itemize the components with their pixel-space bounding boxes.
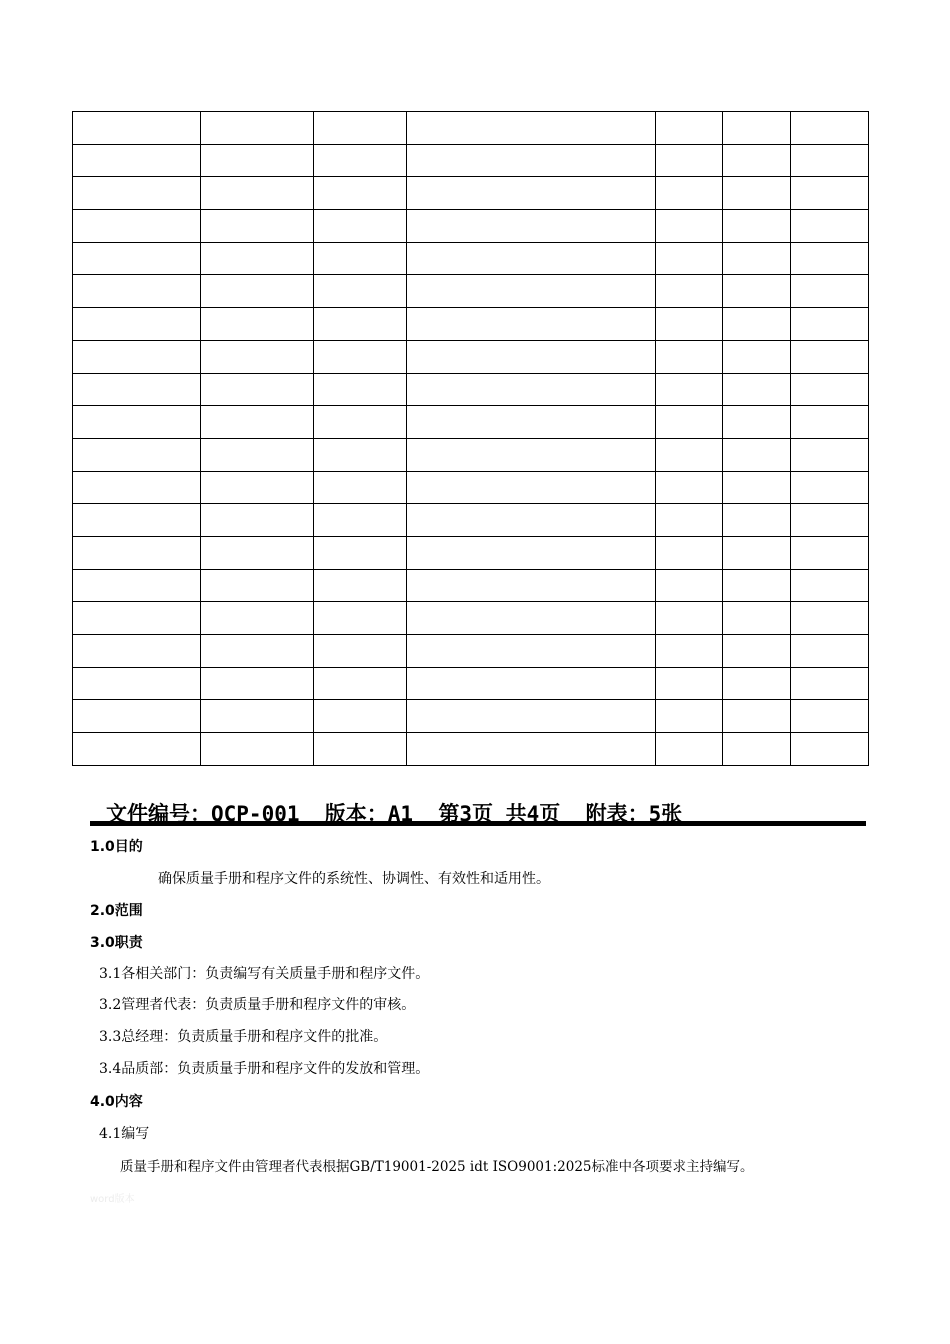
table-cell (723, 733, 791, 766)
table-row (73, 112, 869, 145)
table-cell (314, 536, 407, 569)
section-3-1: 3.1各相关部门：负责编写有关质量手册和程序文件。 (99, 966, 430, 982)
table-cell (407, 308, 656, 341)
table-cell (723, 471, 791, 504)
table-cell (73, 635, 201, 668)
table-cell (73, 700, 201, 733)
table-cell (73, 733, 201, 766)
table-row (73, 569, 869, 602)
table-cell (656, 438, 723, 471)
table-cell (201, 373, 314, 406)
table-cell (314, 700, 407, 733)
table-cell (656, 242, 723, 275)
table-cell (407, 406, 656, 439)
table-cell (201, 340, 314, 373)
table-cell (73, 471, 201, 504)
table-cell (656, 667, 723, 700)
table-row (73, 275, 869, 308)
section-3-4: 3.4品质部：负责质量手册和程序文件的发放和管理。 (99, 1061, 430, 1077)
table-body (73, 112, 869, 766)
table-row (73, 667, 869, 700)
table-cell (73, 667, 201, 700)
table-cell (201, 406, 314, 439)
table-cell (791, 438, 869, 471)
table-cell (656, 700, 723, 733)
table-row (73, 536, 869, 569)
table-cell (201, 536, 314, 569)
table-cell (73, 438, 201, 471)
table-cell (656, 635, 723, 668)
table-cell (656, 275, 723, 308)
table-cell (407, 569, 656, 602)
table-row (73, 602, 869, 635)
table-cell (791, 635, 869, 668)
table-cell (656, 144, 723, 177)
table-cell (407, 275, 656, 308)
table-cell (314, 406, 407, 439)
table-cell (201, 438, 314, 471)
table-cell (73, 177, 201, 210)
table-cell (656, 373, 723, 406)
table-cell (314, 340, 407, 373)
table-cell (407, 373, 656, 406)
table-cell (656, 602, 723, 635)
table-cell (407, 177, 656, 210)
table-cell (407, 667, 656, 700)
table-cell (201, 471, 314, 504)
table-cell (201, 569, 314, 602)
table-cell (314, 373, 407, 406)
table-row (73, 144, 869, 177)
table-cell (73, 112, 201, 145)
section-4-title: 4.0内容 (90, 1094, 143, 1110)
table-cell (791, 242, 869, 275)
table-cell (656, 569, 723, 602)
table-cell (314, 471, 407, 504)
table-cell (723, 504, 791, 537)
table-cell (791, 569, 869, 602)
table-cell (656, 504, 723, 537)
table-cell (407, 536, 656, 569)
table-cell (791, 733, 869, 766)
watermark: word版本 (90, 1194, 135, 1205)
table-cell (723, 373, 791, 406)
table-cell (723, 406, 791, 439)
table-row (73, 340, 869, 373)
table-cell (791, 308, 869, 341)
document-header-bar (90, 796, 866, 826)
table-cell (407, 733, 656, 766)
table-cell (656, 177, 723, 210)
table-cell (73, 373, 201, 406)
table-row (73, 210, 869, 243)
section-4-1-text: 质量手册和程序文件由管理者代表根据GB/T19001-2025 idt ISO9001:2025标准中各项要求主持编写。 (120, 1159, 754, 1175)
table-cell (791, 536, 869, 569)
table-cell (314, 210, 407, 243)
table-cell (407, 504, 656, 537)
table-cell (314, 667, 407, 700)
table-cell (201, 177, 314, 210)
table-cell (791, 144, 869, 177)
table-row (73, 406, 869, 439)
section-3-2: 3.2管理者代表：负责质量手册和程序文件的审核。 (99, 997, 416, 1013)
table-cell (791, 210, 869, 243)
blank-record-table (72, 111, 869, 766)
table-cell (723, 210, 791, 243)
table-cell (723, 536, 791, 569)
section-1-title: 1.0目的 (90, 839, 143, 855)
table-cell (791, 700, 869, 733)
table-cell (314, 504, 407, 537)
table-cell (656, 471, 723, 504)
section-2-title: 2.0范围 (90, 903, 143, 919)
table-cell (407, 112, 656, 145)
table-cell (201, 144, 314, 177)
table-cell (723, 144, 791, 177)
table-row (73, 177, 869, 210)
table-cell (407, 635, 656, 668)
table-row (73, 471, 869, 504)
table-cell (201, 602, 314, 635)
table-row (73, 242, 869, 275)
table-cell (201, 667, 314, 700)
table-cell (723, 602, 791, 635)
table-cell (723, 438, 791, 471)
table-cell (201, 275, 314, 308)
table-cell (73, 275, 201, 308)
table-cell (791, 471, 869, 504)
table-cell (314, 635, 407, 668)
table-cell (407, 210, 656, 243)
table-cell (314, 112, 407, 145)
table-cell (723, 112, 791, 145)
table-cell (656, 536, 723, 569)
table-cell (791, 602, 869, 635)
table-cell (201, 504, 314, 537)
table-cell (314, 438, 407, 471)
table-cell (73, 504, 201, 537)
table-cell (314, 242, 407, 275)
table-cell (201, 635, 314, 668)
table-cell (656, 733, 723, 766)
table-cell (723, 635, 791, 668)
table-cell (407, 242, 656, 275)
table-cell (314, 308, 407, 341)
table-cell (73, 602, 201, 635)
table-cell (791, 275, 869, 308)
table-cell (791, 667, 869, 700)
table-cell (73, 536, 201, 569)
table-row (73, 700, 869, 733)
table-cell (201, 733, 314, 766)
table-cell (723, 569, 791, 602)
table-cell (407, 471, 656, 504)
table-row (73, 373, 869, 406)
table-cell (656, 340, 723, 373)
section-1-text: 确保质量手册和程序文件的系统性、协调性、有效性和适用性。 (158, 871, 550, 887)
table-cell (73, 210, 201, 243)
table-cell (656, 308, 723, 341)
table-row (73, 635, 869, 668)
table-cell (407, 144, 656, 177)
table-cell (791, 373, 869, 406)
table-cell (723, 275, 791, 308)
table-cell (73, 144, 201, 177)
table-cell (407, 700, 656, 733)
table-row (73, 308, 869, 341)
table-cell (314, 144, 407, 177)
table-cell (791, 112, 869, 145)
table-cell (656, 112, 723, 145)
table-cell (723, 700, 791, 733)
table-cell (73, 569, 201, 602)
table-cell (201, 308, 314, 341)
table-cell (723, 340, 791, 373)
table-cell (201, 112, 314, 145)
table-cell (723, 308, 791, 341)
document-header-text: 文件编号：QCP-001 版本：A1 第3页 共4页 附表：5张 (106, 802, 683, 826)
table-row (73, 438, 869, 471)
table-row (73, 733, 869, 766)
table-cell (73, 308, 201, 341)
table-cell (314, 275, 407, 308)
table-cell (73, 340, 201, 373)
table-cell (314, 602, 407, 635)
table-cell (656, 210, 723, 243)
table-cell (407, 340, 656, 373)
table-cell (314, 569, 407, 602)
table-cell (73, 242, 201, 275)
table-cell (791, 177, 869, 210)
table-row (73, 504, 869, 537)
table-cell (407, 602, 656, 635)
table-cell (791, 406, 869, 439)
table-cell (201, 700, 314, 733)
table-cell (314, 177, 407, 210)
section-4-1: 4.1编写 (99, 1126, 150, 1142)
section-3-3: 3.3总经理：负责质量手册和程序文件的批准。 (99, 1029, 388, 1045)
table-cell (314, 733, 407, 766)
table-cell (723, 242, 791, 275)
table-cell (723, 667, 791, 700)
table-cell (73, 406, 201, 439)
table-cell (791, 340, 869, 373)
table-cell (791, 504, 869, 537)
table-cell (723, 177, 791, 210)
table-cell (201, 242, 314, 275)
table-cell (656, 406, 723, 439)
table-cell (407, 438, 656, 471)
table-cell (201, 210, 314, 243)
section-3-title: 3.0职责 (90, 935, 143, 951)
